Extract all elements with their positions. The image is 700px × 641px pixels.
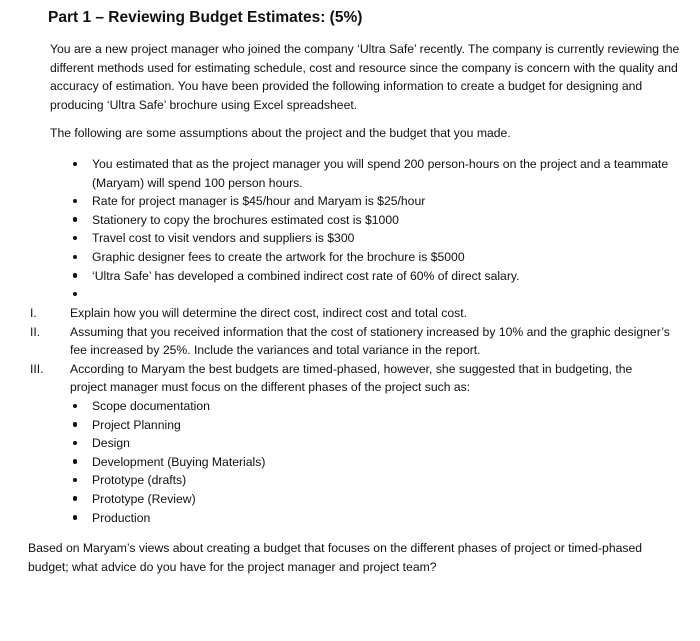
questions-list: [30, 304, 670, 527]
phase-item: Prototype (drafts): [70, 471, 670, 490]
question-text: Assuming that you received information that the cost of stationery increased by 10% and the graphic designer’s fee increased by 25%. Include the variances and total variance in the report.: [70, 324, 670, 358]
bullet-icon: [70, 285, 80, 304]
phase-item: Production: [70, 509, 670, 528]
bullet-icon: [70, 453, 80, 472]
phase-item: Scope documentation: [70, 397, 670, 416]
question-item: [30, 323, 670, 360]
bullet-icon: [70, 490, 80, 509]
bullet-icon: [70, 416, 80, 435]
assumption-item-empty: [70, 285, 670, 304]
phases-list: [70, 397, 670, 527]
phase-item: Development (Buying Materials): [70, 453, 670, 472]
question-text: According to Maryam the best budgets are timed-phased, however, she suggested that in budgeting, the project manager must focus on the different phases of the project such as:: [70, 361, 633, 395]
assumption-item: Travel cost to visit vendors and suppliers is $300: [70, 229, 670, 248]
assumptions-lead: The following are some assumptions about the project and the budget that you made.: [50, 126, 511, 140]
bullet-icon: [70, 471, 80, 490]
intro-paragraph: You are a new project manager who joined the company ‘Ultra Safe’ recently. The company is currently reviewing the different methods used for estimating schedule, cost and resource since the company is concern with the quality and accuracy of estimation. You have been provided the following information to create a budget for designing and producing ‘Ultra Safe’ brochure using Excel spreadsheet.: [50, 42, 680, 112]
question-item: [30, 304, 670, 323]
bullet-icon: [70, 211, 80, 230]
assumption-item: Rate for project manager is $45/hour and Maryam is $25/hour: [70, 192, 670, 211]
phase-item: Prototype (Review): [70, 490, 670, 509]
assumption-item: ‘Ultra Safe’ has developed a combined indirect cost rate of 60% of direct salary.: [70, 267, 670, 286]
question-text: Explain how you will determine the direct cost, indirect cost and total cost.: [70, 306, 467, 320]
bullet-icon: [70, 248, 80, 267]
bullet-icon: [70, 434, 80, 453]
assumptions-list: [70, 155, 670, 304]
bullet-icon: [70, 509, 80, 528]
assumption-item: Stationery to copy the brochures estimated cost is $1000: [70, 211, 670, 230]
closing-question: Based on Maryam’s views about creating a budget that focuses on the different phases of project or timed-phased budget; what advice do you have for the project manager and project team?: [28, 541, 643, 574]
section-heading: Part 1 – Reviewing Budget Estimates: (5%): [48, 9, 363, 26]
question-item: [30, 360, 670, 527]
bullet-icon: [70, 155, 80, 174]
bullet-icon: [70, 397, 80, 416]
assumption-item: Graphic designer fees to create the artwork for the brochure is $5000: [70, 248, 670, 267]
bullet-icon: [70, 229, 80, 248]
question-numeral: I.: [30, 306, 37, 320]
bullet-icon: [70, 267, 80, 286]
assumption-item: You estimated that as the project manager you will spend 200 person-hours on the project and a teammate (Maryam) will spend 100 person hours.: [70, 155, 670, 192]
bullet-icon: [70, 192, 80, 211]
question-numeral: III.: [30, 361, 44, 376]
phase-item: Project Planning: [70, 416, 670, 435]
phase-item: Design: [70, 434, 670, 453]
question-numeral: II.: [30, 324, 41, 339]
